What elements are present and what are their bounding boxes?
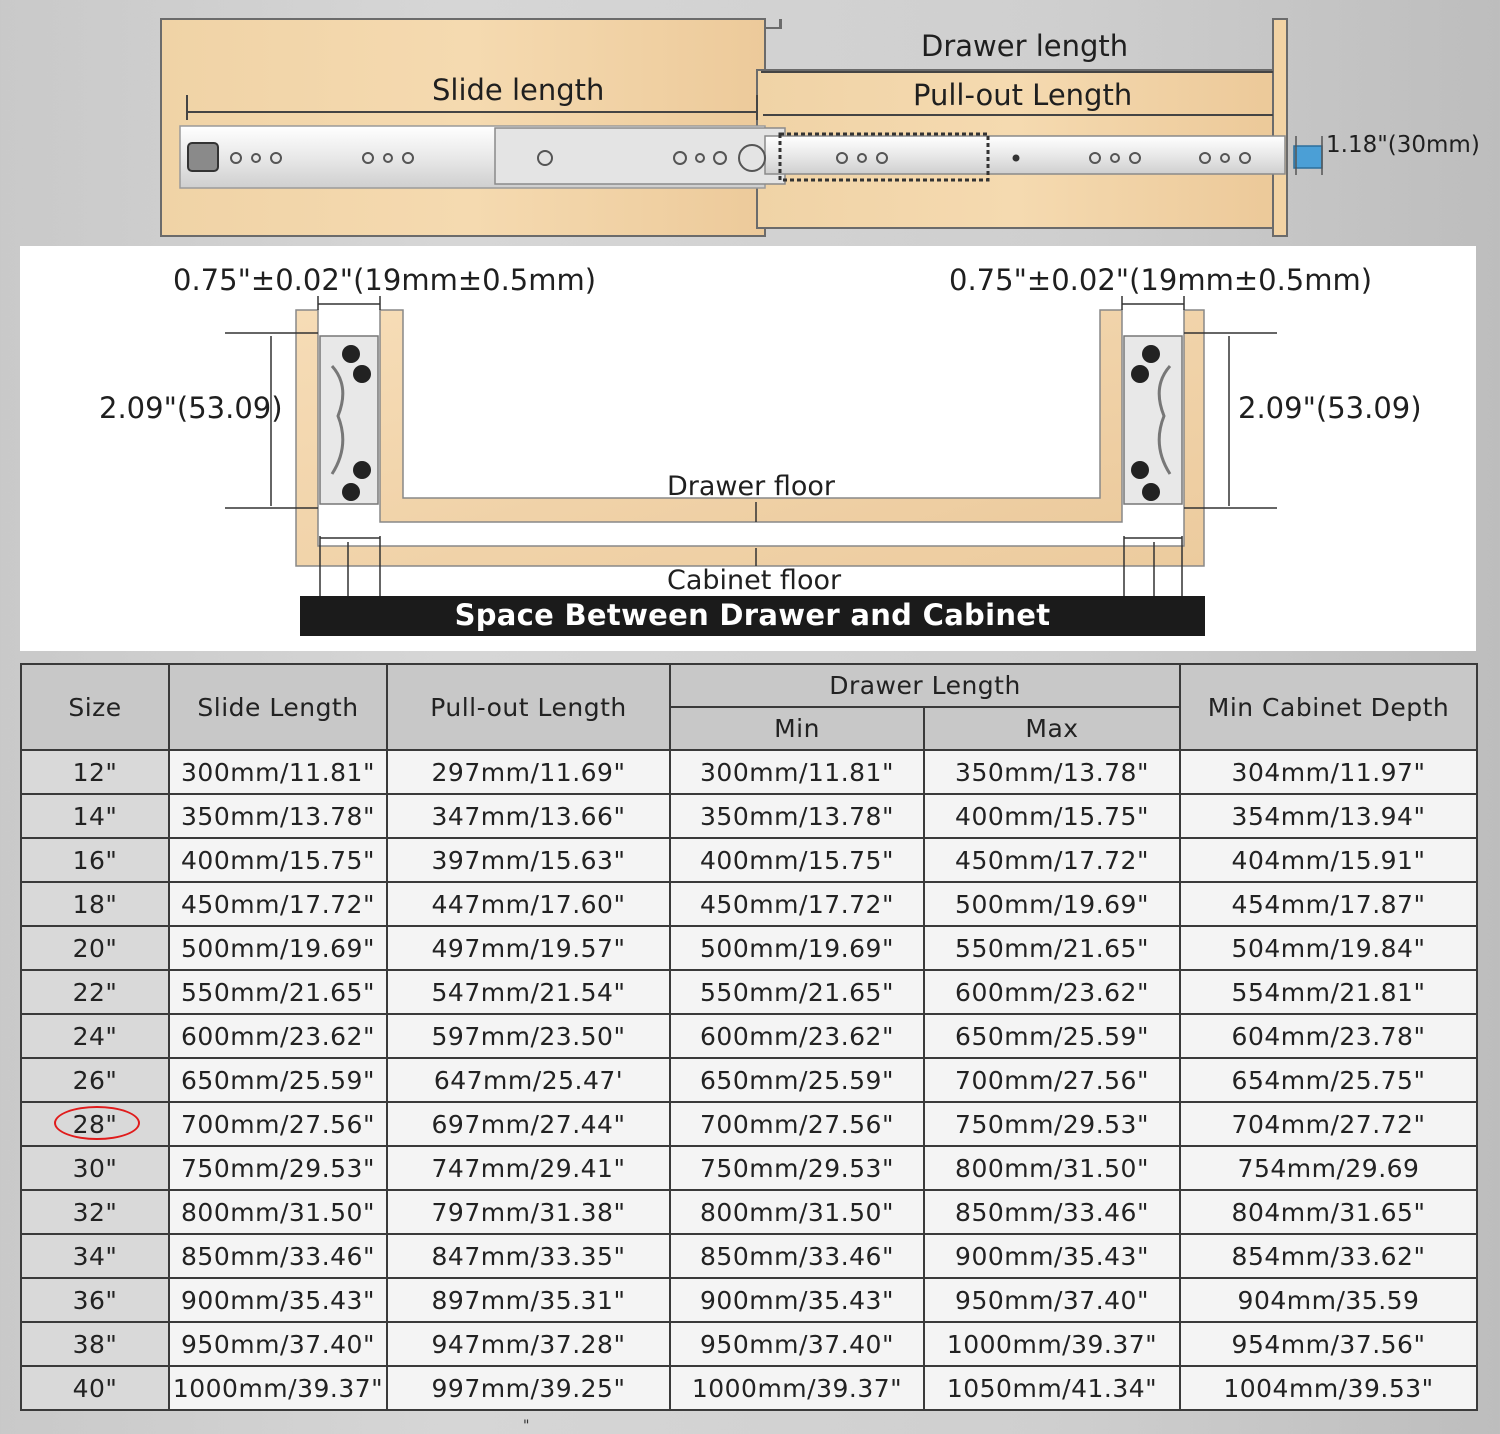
header-min-cabinet-depth: Min Cabinet Depth [1180,664,1477,750]
table-row [21,882,1477,926]
header-drawer-length: Drawer Length [670,664,1180,707]
cell-depth: 954mm/37.56" [1180,1322,1477,1366]
cell-min: 400mm/15.75" [670,838,924,882]
cell-depth: 504mm/19.84" [1180,926,1477,970]
cell-min: 600mm/23.62" [670,1014,924,1058]
cabinet-floor-label: Cabinet floor [667,565,842,596]
cell-min: 350mm/13.78" [670,794,924,838]
cell-max: 700mm/27.56" [924,1058,1180,1102]
cell-min: 550mm/21.65" [670,970,924,1014]
size-value: 12" [72,757,118,787]
cell-max: 1000mm/39.37" [924,1322,1180,1366]
cell-slide: 500mm/19.69" [169,926,387,970]
drawer-length-label: Drawer length [921,29,1129,63]
table-row [21,838,1477,882]
cell-size [21,1102,169,1146]
cell-size [21,1146,169,1190]
size-value: 36" [72,1285,118,1315]
cell-min: 750mm/29.53" [670,1146,924,1190]
size-value: 26" [72,1065,118,1095]
cell-pullout: 947mm/37.28" [387,1322,670,1366]
cell-slide: 900mm/35.43" [169,1278,387,1322]
cell-size [21,1278,169,1322]
table-row [21,1102,1477,1146]
header-max: Max [924,707,1180,750]
slide-side-view-diagram [0,0,1500,246]
left-height-label: 2.09"(53.09) [99,391,283,425]
size-value: 16" [72,845,118,875]
cell-min: 1000mm/39.37" [670,1366,924,1410]
cell-pullout: 497mm/19.57" [387,926,670,970]
cell-max: 1050mm/41.34" [924,1366,1180,1410]
cell-pullout: 547mm/21.54" [387,970,670,1014]
size-value: 32" [72,1197,118,1227]
cell-pullout: 747mm/29.41" [387,1146,670,1190]
cell-size [21,750,169,794]
size-value: 24" [72,1021,118,1051]
cell-size [21,1014,169,1058]
cell-max: 650mm/25.59" [924,1014,1180,1058]
table-row [21,1146,1477,1190]
cabinet-section [296,310,1204,566]
cell-pullout: 797mm/31.38" [387,1190,670,1234]
cell-slide: 950mm/37.40" [169,1322,387,1366]
cell-slide: 750mm/29.53" [169,1146,387,1190]
size-value: 38" [72,1329,118,1359]
cell-size [21,1366,169,1410]
slide-length-label: Slide length [432,73,605,107]
table-row [21,1058,1477,1102]
cell-depth: 654mm/25.75" [1180,1058,1477,1102]
cell-min: 800mm/31.50" [670,1190,924,1234]
cell-slide: 400mm/15.75" [169,838,387,882]
cell-max: 400mm/15.75" [924,794,1180,838]
cell-size [21,1190,169,1234]
table-row [21,1014,1477,1058]
table-row [21,1278,1477,1322]
cell-pullout: 447mm/17.60" [387,882,670,926]
cell-pullout: 847mm/33.35" [387,1234,670,1278]
table-row [21,1190,1477,1234]
cell-min: 500mm/19.69" [670,926,924,970]
cell-slide: 550mm/21.65" [169,970,387,1014]
size-value: 14" [72,801,118,831]
cell-max: 600mm/23.62" [924,970,1180,1014]
table-row [21,750,1477,794]
cell-max: 500mm/19.69" [924,882,1180,926]
cell-size [21,1234,169,1278]
extension-block [1294,146,1322,168]
cell-max: 550mm/21.65" [924,926,1180,970]
size-value: 22" [72,977,118,1007]
cell-depth: 304mm/11.97" [1180,750,1477,794]
size-value: 20" [72,933,118,963]
size-value: 30" [72,1153,118,1183]
header-size: Size [21,664,169,750]
cell-pullout: 997mm/39.25" [387,1366,670,1410]
cell-depth: 604mm/23.78" [1180,1014,1477,1058]
cell-max: 800mm/31.50" [924,1146,1180,1190]
header-min: Min [670,707,924,750]
cell-slide: 850mm/33.46" [169,1234,387,1278]
cell-min: 700mm/27.56" [670,1102,924,1146]
cell-pullout: 397mm/15.63" [387,838,670,882]
size-value: 34" [72,1241,118,1271]
cell-min: 300mm/11.81" [670,750,924,794]
cell-size [21,926,169,970]
table-row [21,1366,1477,1410]
cell-slide: 350mm/13.78" [169,794,387,838]
cell-slide: 700mm/27.56" [169,1102,387,1146]
cell-min: 650mm/25.59" [670,1058,924,1102]
cell-size [21,1322,169,1366]
cell-max: 350mm/13.78" [924,750,1180,794]
extension-label: 1.18"(30mm) [1326,132,1480,158]
size-value: 28" [72,1109,118,1139]
cell-depth: 1004mm/39.53" [1180,1366,1477,1410]
cell-slide: 800mm/31.50" [169,1190,387,1234]
header-pullout-length: Pull-out Length [387,664,670,750]
table-row [21,794,1477,838]
cell-min: 950mm/37.40" [670,1322,924,1366]
cell-slide: 650mm/25.59" [169,1058,387,1102]
cell-pullout: 297mm/11.69" [387,750,670,794]
cell-max: 750mm/29.53" [924,1102,1180,1146]
cell-depth: 754mm/29.69 [1180,1146,1477,1190]
cell-depth: 404mm/15.91" [1180,838,1477,882]
footer-mark: " [523,1418,530,1434]
cell-size [21,882,169,926]
cell-size [21,794,169,838]
cell-max: 850mm/33.46" [924,1190,1180,1234]
cell-max: 950mm/37.40" [924,1278,1180,1322]
cell-max: 900mm/35.43" [924,1234,1180,1278]
cell-slide: 450mm/17.72" [169,882,387,926]
cell-min: 900mm/35.43" [670,1278,924,1322]
table-row [21,970,1477,1014]
right-clearance-label: 0.75"±0.02"(19mm±0.5mm) [949,263,1373,297]
size-value: 18" [72,889,118,919]
cell-depth: 454mm/17.87" [1180,882,1477,926]
cell-slide: 300mm/11.81" [169,750,387,794]
inner-rail [765,136,1285,174]
pullout-length-label: Pull-out Length [913,78,1133,112]
cell-depth: 854mm/33.62" [1180,1234,1477,1278]
cell-pullout: 697mm/27.44" [387,1102,670,1146]
space-banner: Space Between Drawer and Cabinet [300,596,1205,636]
cell-depth: 904mm/35.59 [1180,1278,1477,1322]
table-row [21,1234,1477,1278]
cell-slide: 1000mm/39.37" [169,1366,387,1410]
drawer-front-panel [1273,19,1287,236]
highlight-circle [54,1106,140,1140]
cell-pullout: 647mm/25.47' [387,1058,670,1102]
cell-slide: 600mm/23.62" [169,1014,387,1058]
size-spec-table [20,663,1478,1411]
cell-pullout: 347mm/13.66" [387,794,670,838]
cell-depth: 804mm/31.65" [1180,1190,1477,1234]
cell-pullout: 897mm/35.31" [387,1278,670,1322]
cell-min: 850mm/33.46" [670,1234,924,1278]
cell-min: 450mm/17.72" [670,882,924,926]
header-slide-length: Slide Length [169,664,387,750]
cell-max: 450mm/17.72" [924,838,1180,882]
drawer-floor-label: Drawer floor [667,471,835,502]
cell-size [21,1058,169,1102]
cell-depth: 704mm/27.72" [1180,1102,1477,1146]
cell-size [21,970,169,1014]
cell-depth: 354mm/13.94" [1180,794,1477,838]
size-value: 40" [72,1373,118,1403]
table-row [21,1322,1477,1366]
cell-size [21,838,169,882]
cell-pullout: 597mm/23.50" [387,1014,670,1058]
table-row [21,926,1477,970]
right-height-label: 2.09"(53.09) [1238,391,1422,425]
cell-depth: 554mm/21.81" [1180,970,1477,1014]
left-clearance-label: 0.75"±0.02"(19mm±0.5mm) [173,263,597,297]
